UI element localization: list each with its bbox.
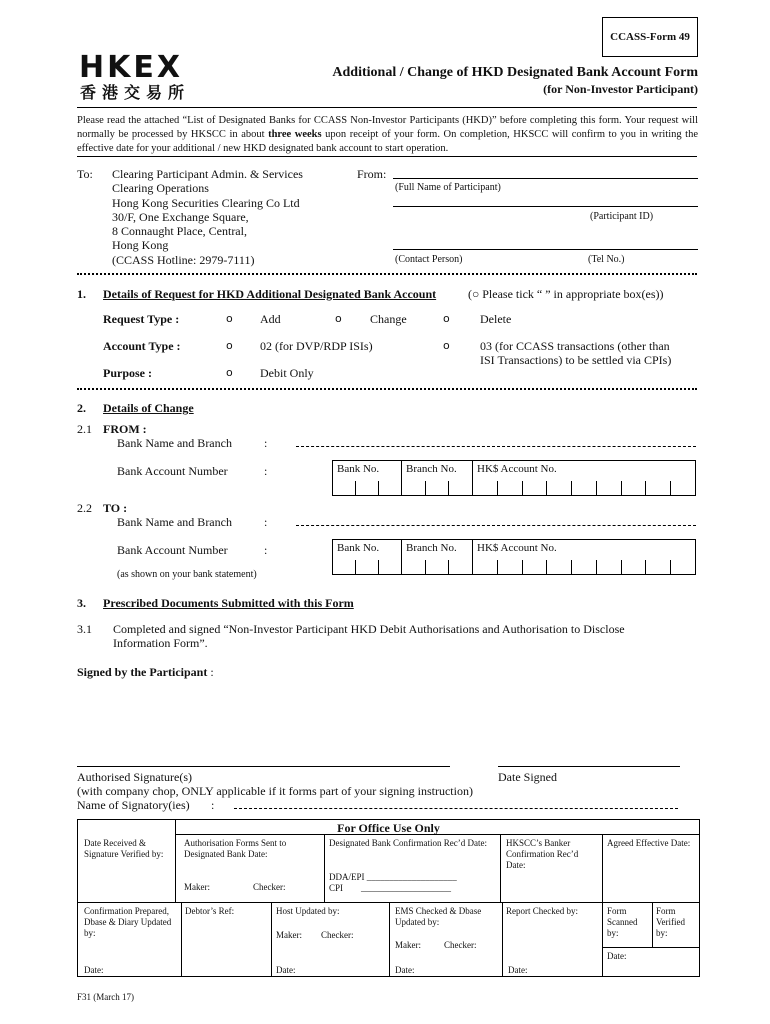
date-signed-field[interactable] (498, 766, 680, 767)
from-label: From: (357, 167, 387, 181)
radio-delete[interactable]: o (443, 312, 450, 325)
authorised-signature-field[interactable] (77, 766, 450, 767)
debtors-ref-cell: Debtor’s Ref: (185, 906, 235, 916)
divider (77, 156, 697, 157)
cpi-label: CPI ____________________ (329, 883, 452, 893)
option-account-03: 03 (for CCASS transactions (other than ISI Transactions) to be settled via CPIs) (480, 339, 672, 367)
authorised-signature-label: Authorised Signature(s) (77, 770, 192, 784)
radio-add[interactable]: o (226, 312, 233, 325)
report-checked-cell: Report Checked by: (506, 906, 578, 916)
dda-epi-label: DDA/EPI ____________________ (329, 872, 457, 882)
colon: : (264, 515, 268, 529)
account-type-label: Account Type : (103, 339, 181, 353)
option-delete: Delete (480, 312, 512, 326)
date-signed-label: Date Signed (498, 770, 557, 784)
radio-change[interactable]: o (335, 312, 342, 325)
account-no-cells[interactable] (473, 481, 695, 495)
section2-title: Details of Change (103, 401, 194, 415)
date-label: Date: (607, 951, 627, 961)
col-branch-no: Branch No. (406, 542, 457, 554)
item-3-1-number: 3.1 (77, 622, 92, 636)
branch-no-cells[interactable] (402, 560, 472, 574)
footer-code: F31 (March 17) (77, 992, 134, 1002)
form-verified-cell: Form Verified by: (656, 906, 685, 938)
col-bank-no: Bank No. (337, 463, 380, 475)
section1-title: Details of Request for HKD Additional Designated Bank Account (103, 287, 437, 301)
colon: : (211, 798, 215, 812)
date-label: Date: (508, 965, 528, 975)
ems-checked-cell: EMS Checked & Dbase Updated by: (395, 906, 482, 927)
checker-label: Checker: (321, 930, 354, 940)
banker-confirmation-cell: HKSCC’s Banker Confirmation Rec’d Date: (506, 838, 579, 870)
from-bank-name-field[interactable] (296, 446, 696, 447)
section3-number: 3. (77, 596, 86, 610)
to-number: 2.2 (77, 501, 92, 515)
bank-no-cells[interactable] (333, 481, 401, 495)
tel-caption: (Tel No.) (588, 254, 625, 265)
office-use-title: For Office Use Only (337, 821, 440, 835)
col-account-no: HK$ Account No. (477, 463, 557, 475)
host-updated-cell: Host Updated by: (276, 906, 340, 916)
col-account-no: HK$ Account No. (477, 542, 557, 554)
full-name-field[interactable] (393, 178, 698, 179)
auth-forms-sent-cell: Authorisation Forms Sent to Designated Bank Date: (184, 838, 287, 859)
agreed-effective-cell: Agreed Effective Date: (607, 838, 691, 848)
checker-label: Checker: (444, 940, 477, 950)
date-received-cell: Date Received & Signature Verified by: (84, 838, 164, 859)
signatory-name-field[interactable] (234, 808, 678, 809)
branch-no-cells[interactable] (402, 481, 472, 495)
purpose-label: Purpose : (103, 366, 152, 380)
section3-title: Prescribed Documents Submitted with this Form (103, 596, 354, 610)
hkex-logo-chinese: 香港交易所 (80, 83, 191, 102)
office-use-table (77, 819, 700, 977)
item-3-1-text: Completed and signed “Non-Investor Participant HKD Debit Authorisations and Authorisation to Disclose Information Form”. (113, 622, 625, 650)
section1-number: 1. (77, 287, 86, 301)
dotted-divider (77, 388, 697, 390)
to-bank-name-label: Bank Name and Branch (117, 515, 232, 529)
to-address: Clearing Participant Admin. & Services Clearing Operations Hong Kong Securities Clearing Co Ltd 30/F, One Exchange Square, 8 Connaught Place, Central, Hong Kong (CCASS Hotline: 2979-7111) (112, 167, 303, 267)
option-add: Add (260, 312, 281, 326)
radio-account-03[interactable]: o (443, 339, 450, 352)
section2-number: 2. (77, 401, 86, 415)
radio-account-02[interactable]: o (226, 339, 233, 352)
intro-paragraph: Please read the attached “List of Designated Banks for CCASS Non-Investor Participants (HKD)” before completing this form. Your request will normally be processed by HKSCC in about three weeks upon receipt of your form. On completion, HKSCC will confirm to you in writing the effective date for your additional / new HKD designated bank account to start operation. (77, 115, 698, 154)
hkex-logo: HKEX (79, 50, 183, 85)
form-subtitle: (for Non-Investor Participant) (543, 82, 698, 96)
form-code: CCASS-Form 49 (610, 31, 690, 43)
company-chop-note: (with company chop, ONLY applicable if it forms part of your signing instruction) (77, 784, 473, 798)
full-name-caption: (Full Name of Participant) (395, 182, 501, 193)
from-number: 2.1 (77, 422, 92, 436)
radio-debit-only[interactable]: o (226, 366, 233, 379)
from-account-number-label: Bank Account Number (117, 464, 228, 478)
account-no-cells[interactable] (473, 560, 695, 574)
contact-person-caption: (Contact Person) (395, 254, 463, 265)
option-account-02: 02 (for DVP/RDP ISIs) (260, 339, 373, 353)
date-label: Date: (395, 965, 415, 975)
form-scanned-cell: Form Scanned by: (607, 906, 638, 938)
from-account-table (332, 460, 696, 496)
colon: : (264, 436, 268, 450)
signed-by-label: Signed by the Participant : (77, 665, 214, 679)
request-type-label: Request Type : (103, 312, 180, 326)
dotted-divider (77, 273, 697, 275)
statement-note: (as shown on your bank statement) (117, 569, 257, 580)
form-title: Additional / Change of HKD Designated Bank Account Form (332, 65, 698, 80)
participant-id-caption: (Participant ID) (590, 211, 654, 222)
maker-label: Maker: (395, 940, 421, 950)
colon: : (264, 543, 268, 557)
section1-note: (○ Please tick “ ” in appropriate box(es)) (468, 287, 664, 301)
bank-no-cells[interactable] (333, 560, 401, 574)
participant-id-field[interactable] (393, 206, 698, 207)
to-heading: TO : (103, 501, 128, 515)
col-bank-no: Bank No. (337, 542, 380, 554)
from-heading: FROM : (103, 422, 147, 436)
from-bank-name-label: Bank Name and Branch (117, 436, 232, 450)
to-label: To: (77, 167, 93, 181)
to-account-number-label: Bank Account Number (117, 543, 228, 557)
col-branch-no: Branch No. (406, 463, 457, 475)
to-bank-name-field[interactable] (296, 525, 696, 526)
date-label: Date: (84, 965, 104, 975)
maker-label: Maker: (184, 882, 210, 892)
bank-confirmation-cell: Designated Bank Confirmation Rec’d Date: (329, 838, 487, 848)
date-label: Date: (276, 965, 296, 975)
divider (77, 107, 697, 108)
checker-label: Checker: (253, 882, 286, 892)
maker-label: Maker: (276, 930, 302, 940)
confirmation-prepared-cell: Confirmation Prepared, Dbase & Diary Updated by: (84, 906, 172, 938)
to-account-table (332, 539, 696, 575)
contact-person-field[interactable] (393, 249, 698, 250)
form-code-box (602, 17, 698, 57)
signatory-name-label: Name of Signatory(ies) (77, 798, 190, 812)
option-change: Change (370, 312, 407, 326)
colon: : (264, 464, 268, 478)
option-debit-only: Debit Only (260, 366, 314, 380)
